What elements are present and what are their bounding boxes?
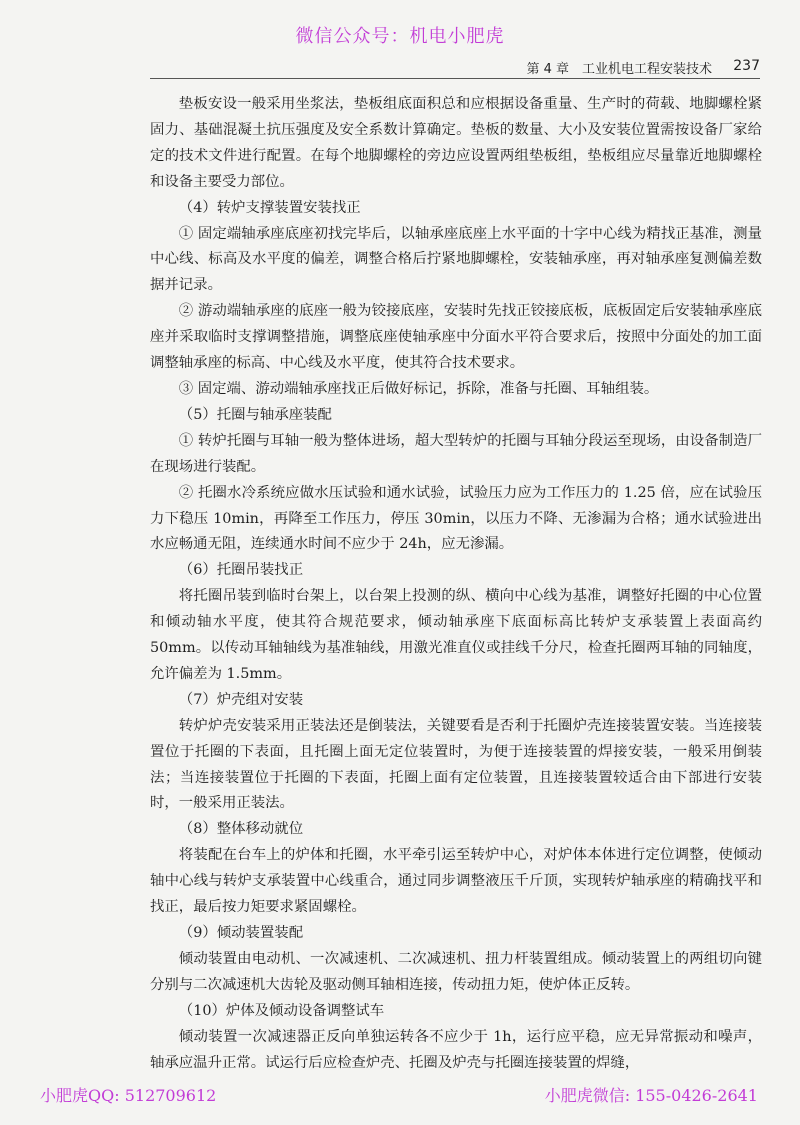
paragraph: ① 转炉托圈与耳轴一般为整体进场，超大型转炉的托圈与耳轴分段运至现场，由设备制造厂在现场进行装配。 xyxy=(150,432,762,475)
paragraph: 将装配在台车上的炉体和托圈，水平牵引运至转炉中心，对炉体本体进行定位调整，使倾动轴中心线与转炉支承装置中心线重合，通过同步调整液压千斤顶，实现转炉轴承座的精确找平和找正，最后按力矩要求紧固螺栓。 xyxy=(150,847,762,916)
paragraph: 将托圈吊装到临时台架上，以台架上投测的纵、横向中心线为基准，调整好托圈的中心位置和倾动轴水平度，使其符合规范要求，倾动轴承座下底面标高比转炉支承装置上表面高约 50mm。以传动耳轴轴线为基准轴线，用激光准直仪或挂线千分尺，检查托圈两耳轴的同轴度，允许偏差为 1.5mm。 xyxy=(150,588,762,682)
watermark-top: 微信公众号：机电小肥虎 xyxy=(295,26,505,47)
section-heading: （5）托圈与轴承座装配 xyxy=(178,406,332,423)
running-head xyxy=(150,56,760,79)
body-text xyxy=(150,92,762,1076)
section-heading: （8）整体移动就位 xyxy=(178,821,304,838)
section-heading: （6）托圈吊装找正 xyxy=(178,562,304,579)
watermark-bottom-right: 小肥虎微信: 155-0426-2641 xyxy=(544,1086,758,1105)
chapter-title: 第 4 章 工业机电工程安装技术 xyxy=(526,62,712,77)
paragraph: 倾动装置一次减速器正反向单独运转各不应少于 1h，运行应平稳，应无异常振动和噪声，轴承应温升正常。试运行后应检查炉壳、托圈及炉壳与托圈连接装置的焊缝， xyxy=(150,1028,762,1071)
paragraph: ② 游动端轴承座的底座一般为铰接底座，安装时先找正铰接底板，底板固定后安装轴承座底座并采取临时支撑调整措施，调整底座使轴承座中分面水平符合要求后，按照中分面处的加工面调整轴承座的标高、中心线及水平度，使其符合技术要求。 xyxy=(150,303,762,372)
paragraph: ② 托圈水冷系统应做水压试验和通水试验，试验压力应为工作压力的 1.25 倍，应在试验压力下稳压 10min，再降至工作压力，停压 30min，以压力不降、无渗漏为合格；通水试验进出水应畅通无阻，连续通水时间不应少于 24h，应无渗漏。 xyxy=(150,484,762,553)
paragraph: ① 固定端轴承座底座初找完毕后，以轴承座底座上水平面的十字中心线为精找正基准，测量中心线、标高及水平度的偏差，调整合格后拧紧地脚螺栓，安装轴承座，再对轴承座复测偏差数据并记录。 xyxy=(150,225,762,294)
paragraph: 垫板安设一般采用坐浆法，垫板组底面积总和应根据设备重量、生产时的荷载、地脚螺栓紧固力、基础混凝土抗压强度及安全系数计算确定。垫板的数量、大小及安装位置需按设备厂家给定的技术文件进行配置。在每个地脚螺栓的旁边应设置两组垫板组，垫板组应尽量靠近地脚螺栓和设备主要受力部位。 xyxy=(150,96,762,190)
section-heading: （7）炉壳组对安装 xyxy=(178,691,304,708)
paragraph: 转炉炉壳安装采用正装法还是倒装法，关键要看是否利于托圈炉壳连接装置安装。当连接装置位于托圈的下表面，且托圈上面无定位装置时，为便于连接装置的焊接安装，一般采用倒装法；当连接装置位于托圈的下表面，托圈上面有定位装置，且连接装置较适合由下部进行安装时，一般采用正装法。 xyxy=(150,717,762,812)
section-heading: （9）倾动装置装配 xyxy=(178,925,304,941)
watermark-bottom-left: 小肥虎QQ: 512709612 xyxy=(40,1086,217,1105)
paragraph: 倾动装置由电动机、一次减速机、二次减速机、扭力杆装置组成。倾动装置上的两组切向键分别与二次减速机大齿轮及驱动侧耳轴相连接，传动扭力矩，使炉体正反转。 xyxy=(150,950,762,993)
paragraph: ③ 固定端、游动端轴承座找正后做好标记，拆除，准备与托圈、耳轴组装。 xyxy=(178,380,659,397)
section-heading: （4）转炉支撑装置安装找正 xyxy=(178,199,361,216)
page-number: 237 xyxy=(733,58,760,74)
section-heading: （10）炉体及倾动设备调整试车 xyxy=(178,1002,385,1019)
